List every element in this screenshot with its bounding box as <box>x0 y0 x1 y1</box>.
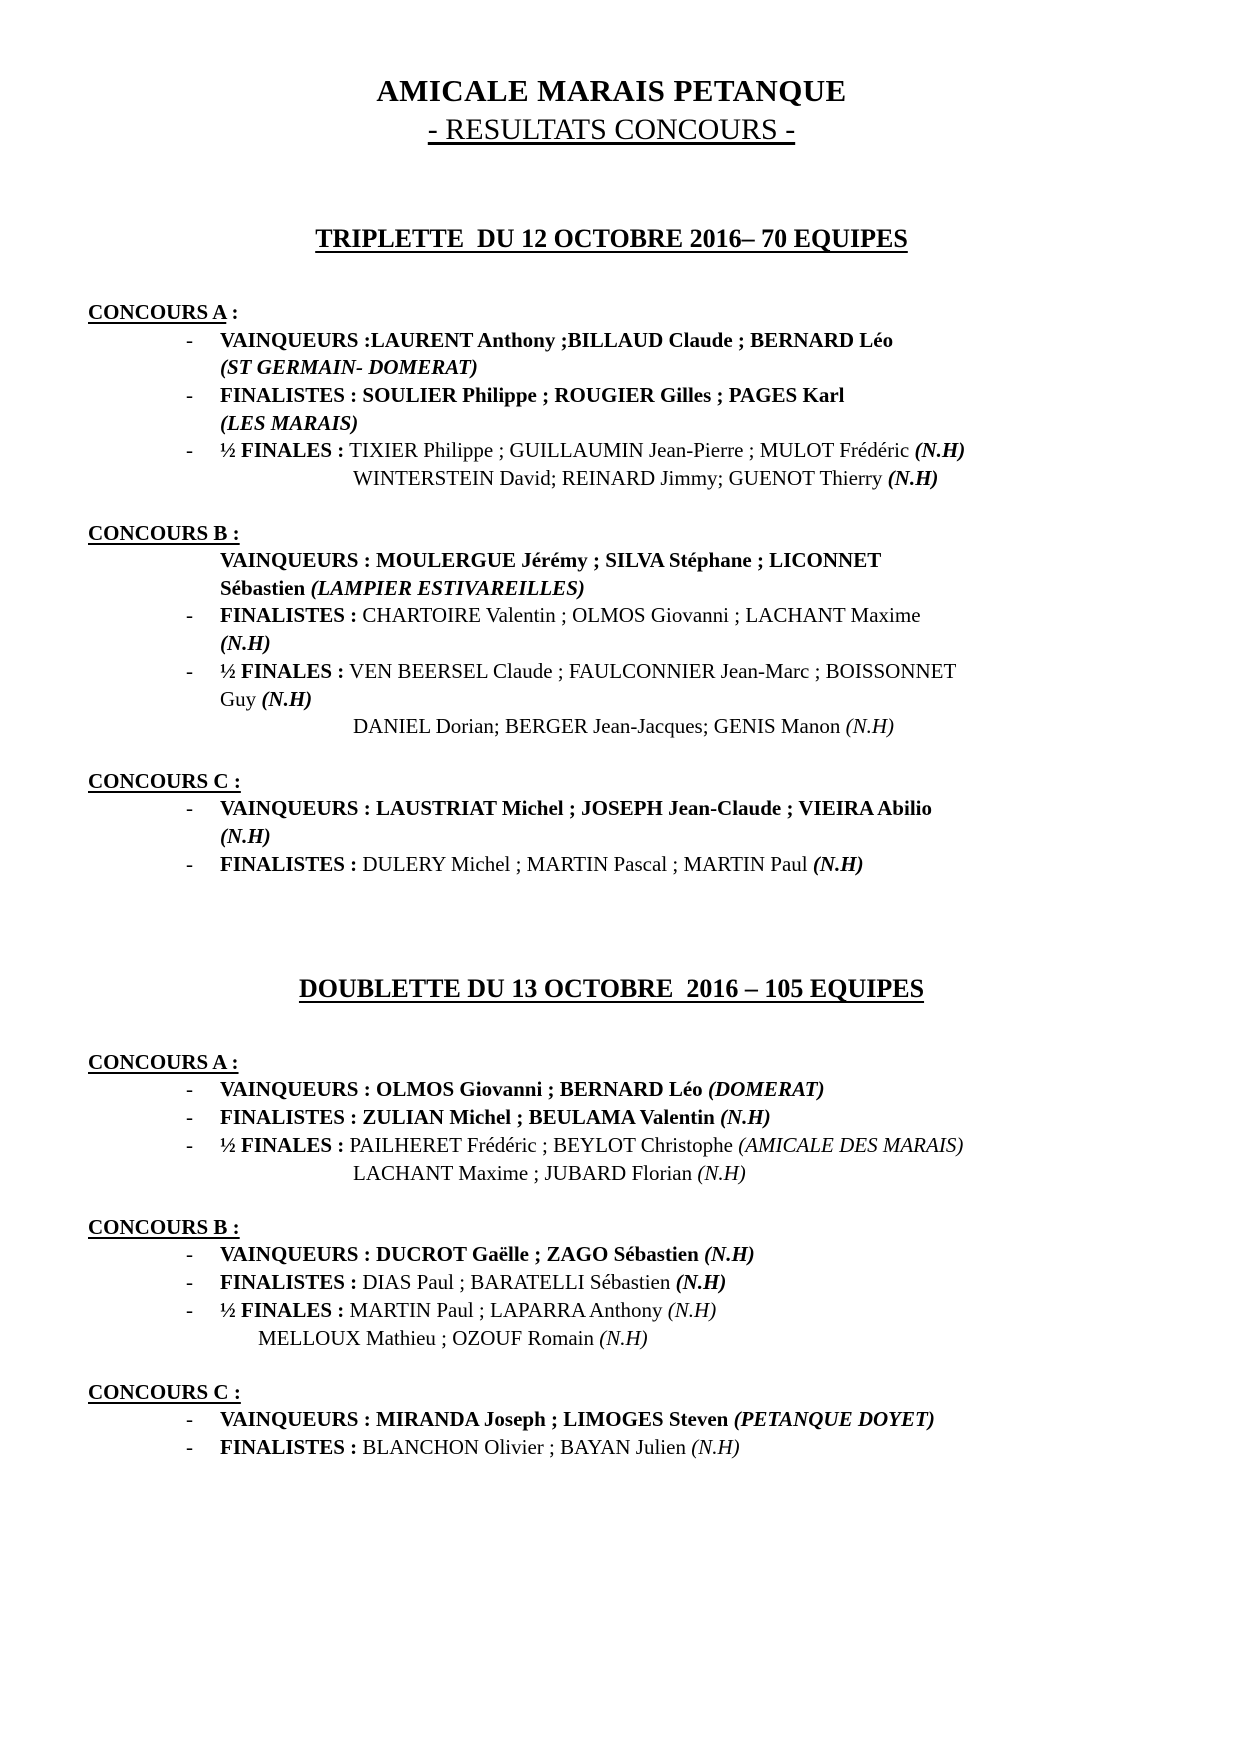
spacer <box>88 878 1135 974</box>
entry-continuation-line <box>220 686 1135 714</box>
result-entry <box>88 1241 1135 1269</box>
continuation-text: Sébastien <box>220 575 311 600</box>
continuation-text: Guy <box>220 686 262 711</box>
entry-club-tag: (N.H) <box>704 1242 755 1267</box>
entry-players: SOULIER Philippe ; ROUGIER Gilles ; PAGES Karl <box>357 382 845 407</box>
spacer <box>88 1187 1135 1213</box>
entry-players: TIXIER Philippe ; GUILLAUMIN Jean-Pierre ; MULOT Frédéric <box>344 438 915 463</box>
continuation-text: (ST GERMAIN- DOMERAT) <box>220 355 478 380</box>
bullet-dash: - <box>186 1242 193 1267</box>
entry-text <box>220 1076 1135 1104</box>
entry-label: FINALISTES : <box>220 382 358 407</box>
entry-label: FINALISTES : <box>220 603 358 628</box>
result-entry <box>88 1297 1135 1325</box>
entry-continuation-line <box>220 354 1135 382</box>
entry-club-tag: (N.H) <box>914 438 966 463</box>
entry-text <box>220 795 1135 823</box>
entry-club-tag: (N.H) <box>812 851 864 876</box>
entry-players: BLANCHON Olivier ; BAYAN Julien <box>357 1435 692 1460</box>
bullet-dash: - <box>186 796 193 821</box>
tournament-heading: DOUBLETTE DU 13 OCTOBRE 2016 – 105 EQUIPES <box>298 974 925 1004</box>
entry-label: FINALISTES : <box>220 851 358 876</box>
continuation-text: WINTERSTEIN David; REINARD Jimmy; GUENOT Thierry <box>353 466 888 491</box>
entry-text <box>220 1297 1135 1325</box>
entry-continuation-line <box>353 465 1135 493</box>
entry-label: VAINQUEURS : <box>220 1407 376 1432</box>
concours-section <box>88 1352 1135 1462</box>
entry-players: CHARTOIRE Valentin ; OLMOS Giovanni ; LACHANT Maxime <box>357 603 921 628</box>
result-entry <box>88 1076 1135 1104</box>
concours-section <box>88 493 1135 741</box>
entry-club-tag: (N.H) <box>691 1435 740 1460</box>
result-entry <box>88 658 1135 686</box>
spacer <box>88 254 1135 298</box>
entry-players: LAUSTRIAT Michel ; JOSEPH Jean-Claude ; VIEIRA Abilio <box>375 796 932 821</box>
entry-continuation-line <box>258 1325 1135 1353</box>
entry-label: VAINQUEURS : <box>220 1077 376 1102</box>
result-entry <box>88 437 1135 465</box>
entry-continuation-line <box>353 713 1135 741</box>
entry-text <box>220 547 1135 575</box>
spacer <box>88 1352 1135 1378</box>
continuation-text: MELLOUX Mathieu ; OZOUF Romain <box>258 1325 600 1350</box>
result-entry <box>88 602 1135 630</box>
entry-players: LAURENT Anthony ;BILLAUD Claude ; BERNARD Léo <box>370 327 894 352</box>
entry-players: MARTIN Paul ; LAPARRA Anthony <box>344 1297 668 1322</box>
tournaments-list <box>88 224 1135 1461</box>
section-title-label: CONCOURS C : <box>88 769 241 793</box>
entry-text <box>220 658 1135 686</box>
tournament-block <box>88 878 1135 1462</box>
result-entry <box>88 1406 1135 1434</box>
bullet-dash: - <box>186 327 193 352</box>
entry-text <box>220 437 1135 465</box>
section-title <box>88 1213 1135 1241</box>
spacer <box>88 741 1135 767</box>
result-entry <box>88 382 1135 410</box>
bullet-dash: - <box>186 658 193 683</box>
result-entry <box>88 795 1135 823</box>
result-entry <box>88 1269 1135 1297</box>
section-title-colon: : <box>226 300 239 325</box>
entry-text <box>220 1406 1135 1434</box>
entry-text <box>220 602 1135 630</box>
entry-continuation-line <box>353 1160 1135 1188</box>
result-entry <box>88 1434 1135 1462</box>
entry-text <box>220 327 1135 355</box>
entry-text <box>220 1269 1135 1297</box>
entry-club-tag: (N.H) <box>675 1270 727 1295</box>
entry-club-tag: (DOMERAT) <box>707 1077 825 1102</box>
section-title <box>88 1378 1135 1406</box>
entry-label: ½ FINALES : <box>220 1297 345 1322</box>
continuation-club-tag: (N.H) <box>845 714 895 739</box>
entry-label: FINALISTES : <box>220 1270 358 1295</box>
entry-players: VEN BEERSEL Claude ; FAULCONNIER Jean-Marc ; BOISSONNET <box>344 658 957 683</box>
continuation-text: LACHANT Maxime ; JUBARD Florian <box>353 1160 698 1185</box>
continuation-club-tag: (N.H) <box>261 686 313 711</box>
continuation-club-tag: (N.H) <box>599 1325 648 1350</box>
entry-players: MIRANDA Joseph ; LIMOGES Steven <box>375 1407 734 1432</box>
entry-label: FINALISTES : <box>220 1435 358 1460</box>
entry-players: PAILHERET Frédéric ; BEYLOT Christophe <box>344 1132 739 1157</box>
spacer <box>88 1004 1135 1048</box>
entry-club-tag: (N.H) <box>667 1297 717 1322</box>
section-title <box>88 298 1135 326</box>
continuation-text: DANIEL Dorian; BERGER Jean-Jacques; GENIS Manon <box>353 714 846 739</box>
bullet-dash: - <box>186 1407 193 1432</box>
entry-continuation-line <box>220 823 1135 851</box>
entry-text <box>220 1434 1135 1462</box>
tournament-block <box>88 224 1135 878</box>
entry-label: VAINQUEURS : <box>220 327 371 352</box>
entry-players: DIAS Paul ; BARATELLI Sébastien <box>357 1270 676 1295</box>
continuation-text: (N.H) <box>220 631 271 656</box>
section-title <box>88 767 1135 795</box>
concours-section <box>88 1187 1135 1352</box>
continuation-club-tag: (LAMPIER ESTIVAREILLES) <box>310 575 585 600</box>
bullet-dash: - <box>186 603 193 628</box>
bullet-dash: - <box>186 1077 193 1102</box>
entry-continuation-line <box>220 575 1135 603</box>
entry-players: ZULIAN Michel ; BEULAMA Valentin <box>362 1105 721 1130</box>
section-title-label: CONCOURS A : <box>88 1050 239 1075</box>
entry-players: MOULERGUE Jérémy ; SILVA Stéphane ; LICONNET <box>375 547 882 572</box>
entry-label: VAINQUEURS : <box>220 547 376 572</box>
entry-continuation-line <box>220 630 1135 658</box>
entry-club-tag: (PETANQUE DOYET) <box>733 1407 935 1432</box>
page-title: AMICALE MARAIS PETANQUE <box>376 73 847 108</box>
bullet-dash: - <box>186 1105 193 1130</box>
result-entry <box>88 1104 1135 1132</box>
bullet-dash: - <box>186 1435 193 1460</box>
entry-text <box>220 382 1135 410</box>
bullet-dash: - <box>186 1297 193 1322</box>
result-entry <box>88 1132 1135 1160</box>
entry-label: ½ FINALES : <box>220 1132 345 1157</box>
entry-players: DUCROT Gaëlle ; ZAGO Sébastien <box>375 1242 705 1267</box>
section-title-label: CONCOURS A <box>88 300 227 325</box>
bullet-dash: - <box>186 438 193 463</box>
result-entry <box>88 851 1135 879</box>
bullet-dash: - <box>186 1270 193 1295</box>
section-title-label: CONCOURS B : <box>88 520 240 545</box>
section-title-label: CONCOURS C : <box>88 1380 241 1405</box>
entry-label: VAINQUEURS : <box>220 796 376 821</box>
entry-players: OLMOS Giovanni ; BERNARD Léo <box>375 1077 708 1102</box>
continuation-club-tag: (N.H) <box>887 466 939 491</box>
continuation-text: (N.H) <box>220 823 271 848</box>
result-entry <box>88 547 1135 575</box>
result-entry <box>88 327 1135 355</box>
bullet-dash: - <box>186 1132 193 1157</box>
continuation-club-tag: (N.H) <box>697 1160 746 1185</box>
entry-players: DULERY Michel ; MARTIN Pascal ; MARTIN Paul <box>357 851 813 876</box>
bullet-dash: - <box>186 851 193 876</box>
entry-label: FINALISTES : <box>220 1105 363 1130</box>
continuation-text: (LES MARAIS) <box>220 410 359 435</box>
entry-text <box>220 1241 1135 1269</box>
entry-label: ½ FINALES : <box>220 438 345 463</box>
tournament-heading: TRIPLETTE DU 12 OCTOBRE 2016– 70 EQUIPES <box>315 224 908 254</box>
section-title <box>88 1048 1135 1076</box>
section-title <box>88 519 1135 547</box>
section-title-label: CONCOURS B : <box>88 1215 240 1240</box>
entry-text <box>220 1132 1135 1160</box>
entry-club-tag: (AMICALE DES MARAIS) <box>738 1132 964 1157</box>
spacer <box>88 493 1135 519</box>
entry-club-tag: (N.H) <box>720 1105 771 1130</box>
entry-text <box>220 851 1135 879</box>
entry-continuation-line <box>220 410 1135 438</box>
concours-section <box>88 298 1135 492</box>
entry-label: ½ FINALES : <box>220 658 345 683</box>
page-subtitle: - RESULTATS CONCOURS - <box>427 112 796 146</box>
entry-label: VAINQUEURS : <box>220 1242 376 1267</box>
concours-section <box>88 741 1135 878</box>
concours-section <box>88 1048 1135 1187</box>
entry-text <box>220 1104 1135 1132</box>
bullet-dash: - <box>186 382 193 407</box>
